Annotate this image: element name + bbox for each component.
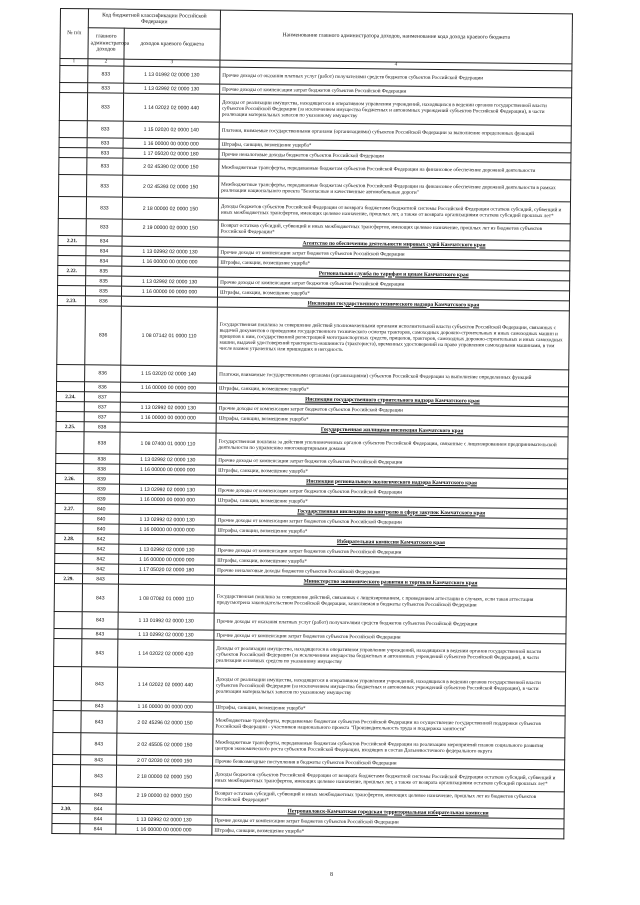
- income-code: 2 18 00000 02 0000 150: [122, 197, 218, 220]
- income-code: 1 17 05020 02 0000 180: [123, 148, 219, 159]
- income-code: 1 08 07082 01 0000 110: [118, 584, 214, 613]
- row-number: [55, 543, 83, 553]
- income-description: Государственная пошлина за совершение действий, связанных с лицензированием, с проведением аттестации в случаях, если такая аттестация предусмотрена законодательством Российской Федерации, зачисляемая в бюджеты субъектов Российской Федерации: [214, 585, 566, 617]
- section-title: Агентство по обеспечению деятельности мировых судей Камчатского края: [218, 237, 570, 251]
- admin-code: 837: [84, 402, 120, 412]
- column-index: 3: [124, 59, 220, 67]
- income-code: 1 16 00000 00 0000 000: [119, 494, 215, 505]
- section-title: Региональная служба по тарифам и ценам Камчатского края: [218, 267, 570, 281]
- admin-code: 833: [87, 93, 123, 121]
- admin-code: 844: [80, 814, 116, 824]
- income-code: 1 17 05020 02 0000 180: [119, 564, 215, 575]
- income-description: Возврат остатков субсидий, субвенций и иных межбюджетных трансфертов, имеющих целевое назначение, прошлых лет из бюджетов субъектов Российской Федерации*: [218, 220, 570, 241]
- admin-code: 840: [83, 514, 119, 524]
- income-code: 1 13 02992 02 0000 130: [118, 629, 214, 640]
- admin-code: 837: [84, 412, 120, 422]
- income-description: Государственная пошлина за действия уполномоченных органов субъектов Российской Федерации, связанные с лицензированием предпринимательской деятельности по управлению многоквартирными домами: [216, 433, 568, 459]
- income-description: Доходы бюджетов субъектов Российской Федерации от возврата бюджетами бюджетной системы Российской Федерации остатков субсидий, субвенций и иных межбюджетных трансфертов, имеющих целевое назначение, прошлых лет, а также от возврата организациями остатков субсидий прошлых лет*: [218, 198, 570, 224]
- admin-code: 838: [84, 432, 120, 454]
- section-title: Инспекция государственного технического надзора Камчатского края: [217, 297, 569, 311]
- section-title: Инспекция государственного строительного надзора Камчатского края: [216, 393, 568, 407]
- section-title: Государственная инспекция по контролю в сфере закупок Камчатского края: [215, 505, 567, 519]
- row-number: [53, 710, 81, 732]
- row-number: 2.23.: [57, 295, 85, 305]
- table-row: [57, 305, 570, 369]
- row-number: [55, 563, 83, 573]
- admin-code: 839: [83, 494, 119, 504]
- admin-code: 835: [86, 266, 122, 276]
- admin-code: 835: [85, 286, 121, 296]
- income-code: 1 16 00000 00 0000 000: [119, 524, 215, 535]
- income-code: 2 02 45505 02 0000 150: [117, 733, 213, 756]
- income-description: Штрафы, санкции, возмещение ущерба*: [212, 825, 564, 839]
- income-description: Штрафы, санкции, возмещение ущерба*: [219, 139, 571, 153]
- income-description: Доходы от реализации имущества, находящегося в оперативном управлении учреждений, находящихся в ведении органов государственной власти субъектов Российской Федерации (за исключением имущества бюджетных и автономных учреждений субъектов Российской Федерации), в части реализации материальных запасов по указанному имуществу: [213, 668, 565, 706]
- income-code: 1 13 02992 02 0000 130: [116, 814, 212, 825]
- section-title: Избирательная комиссия Камчатского края: [215, 535, 567, 549]
- admin-code: 834: [86, 236, 122, 246]
- admin-code: 843: [81, 733, 117, 755]
- income-code: 1 16 00000 00 0000 000: [122, 256, 218, 267]
- admin-code: 836: [85, 306, 122, 365]
- admin-code: 833: [86, 219, 122, 236]
- income-code: 2 19 00000 02 0000 150: [116, 787, 212, 805]
- income-description: Прочие неналоговые доходы бюджетов субъектов Российской Федерации: [219, 149, 571, 163]
- income-code: 1 16 00000 00 0000 000: [120, 382, 216, 393]
- income-description: Прочие доходы от компенсации затрат бюджетов субъектов Российской Федерации: [215, 485, 567, 499]
- admin-code: 834: [86, 256, 122, 266]
- income-description: Доходы от реализации имущества, находящегося в оперативном управлении учреждений, находящихся в ведении органов государственной власти субъектов Российской Федерации (за исключением имущества бюджетных и автономных учреждений субъектов Российской Федерации), в части реализации материальных запасов по указанному имуществу: [219, 94, 571, 126]
- income-description: Прочие безвозмездные поступления в бюджеты субъектов Российской Федерации: [213, 756, 565, 770]
- admin-code: 842: [83, 554, 119, 564]
- row-number: [59, 157, 87, 174]
- income-code: 1 13 02992 02 0000 130: [122, 276, 218, 287]
- row-number: [60, 66, 88, 83]
- income-code: 1 13 01992 02 0000 130: [124, 66, 220, 84]
- column-index: 4: [220, 60, 572, 71]
- row-number: [56, 463, 84, 473]
- admin-code: 833: [87, 138, 123, 148]
- row-number: 2.25.: [56, 421, 84, 431]
- income-description: Прочие доходы от компенсации затрат бюджетов субъектов Российской Федерации: [212, 815, 564, 829]
- admin-code: 836: [85, 365, 121, 382]
- row-number: [59, 174, 87, 196]
- admin-code: 838: [84, 422, 120, 432]
- income-code: 1 13 02992 02 0000 130: [124, 83, 220, 94]
- row-number: [53, 666, 81, 700]
- row-number: [58, 245, 86, 255]
- income-description: Прочие доходы от компенсации затрат бюджетов субъектов Российской Федерации: [218, 247, 570, 261]
- admin-code: 842: [83, 534, 119, 544]
- income-code: 1 15 02020 02 0000 140: [121, 365, 217, 383]
- income-code: 1 13 02992 02 0000 130: [119, 514, 215, 525]
- row-number: [56, 431, 84, 453]
- income-code: 1 16 00000 00 0000 000: [120, 412, 216, 423]
- income-code: 2 02 45393 02 0000 150: [123, 175, 219, 198]
- income-description: Межбюджетные трансферты, передаваемые бюджетам субъектов Российской Федерации на реализацию мероприятий планов социального развития центров экономического роста субъектов Российской Федерации, входящих в состав Дальневосточного федерального округа: [213, 734, 565, 760]
- row-number: [56, 411, 84, 421]
- row-number: [53, 700, 81, 710]
- admin-code: 843: [82, 574, 118, 584]
- income-description: Доходы бюджетов субъектов Российской Федерации от возврата бюджетами бюджетной системы Российской Федерации остатков субсидий, субвенций и иных межбюджетных трансфертов, имеющих целевое назначение, прошлых лет, а также от возврата организациями остатков субсидий прошлых лет*: [212, 766, 564, 792]
- income-description: Прочие неналоговые доходы бюджетов субъектов Российской Федерации: [215, 565, 567, 579]
- row-number: [58, 196, 86, 218]
- income-description: Прочие доходы от компенсации затрат бюджетов субъектов Российской Федерации: [215, 545, 567, 559]
- col-name-header: Наименование главного администратора доходов, наименование кода дохода краевого бюджета: [220, 10, 573, 64]
- admin-code: 843: [81, 701, 117, 711]
- admin-code: 843: [82, 629, 118, 639]
- row-number: [52, 823, 80, 833]
- page-number: 8: [330, 872, 333, 878]
- income-description: Прочие доходы от компенсации затрат бюджетов субъектов Российской Федерации: [218, 277, 570, 291]
- income-description: Государственная пошлина за совершение действий уполномоченными органами исполнительной власти субъектов Российской Федерации, связанных с выдачей документов о проведении государственного технического осмотра тракторов, самоходных дорожно-строительных и иных самоходных машин и прицепов к ним, государственной регистрацией мототранспортных средств, прицепов, тракторов, самоходных дорожно-строительных и иных самоходных машин, выдачей удостоверений тракториста-машиниста (тракториста), временных удостоверений на право управления самоходными машинами, в том числе взамен утраченных или пришедших в негодность: [217, 307, 570, 370]
- row-number: 2.29.: [54, 573, 82, 583]
- row-number: [54, 611, 82, 628]
- admin-code: 833: [86, 197, 122, 219]
- income-code: 1 13 02992 02 0000 130: [119, 544, 215, 555]
- admin-code: 833: [87, 158, 123, 175]
- row-number: [55, 523, 83, 533]
- table-body: [52, 66, 572, 839]
- row-number: [58, 275, 86, 285]
- income-description: Штрафы, санкции, возмещение ущерба*: [218, 257, 570, 271]
- row-number: [56, 453, 84, 463]
- income-description: Платежи, взимаемые государственными органами (организациями) субъектов Российской Федерации за выполнение определенных функций: [219, 122, 571, 143]
- row-number: [59, 147, 87, 157]
- col-admin-header: главного администратора доходов: [88, 28, 124, 59]
- income-code: 1 16 00000 00 0000 000: [121, 286, 217, 297]
- document-page: [51, 8, 572, 839]
- section-title: Государственная жилищная инспекция Камчатского края: [216, 423, 568, 437]
- section-title: Петропавловск-Камчатская городская территориальная избирательная комиссия: [212, 805, 564, 819]
- row-number: [55, 483, 83, 493]
- income-description: Штрафы, санкции, возмещение ущерба*: [215, 555, 567, 569]
- admin-code: 843: [82, 612, 118, 629]
- admin-code: 843: [81, 755, 117, 765]
- row-number: 2.22.: [58, 265, 86, 275]
- income-code: 1 13 02992 02 0000 130: [122, 246, 218, 257]
- income-code: 1 13 02992 02 0000 130: [120, 454, 216, 465]
- income-description: Прочие доходы от компенсации затрат бюджетов субъектов Российской Федерации: [215, 515, 567, 529]
- row-number: [57, 364, 85, 381]
- admin-code: 838: [84, 464, 120, 474]
- income-code: 2 07 02030 02 0000 150: [117, 755, 213, 766]
- admin-code: 843: [81, 711, 117, 733]
- row-number: [53, 754, 81, 764]
- income-description: Штрафы, санкции, возмещение ущерба*: [215, 495, 567, 509]
- income-description: Штрафы, санкции, возмещение ущерба*: [216, 383, 568, 397]
- row-number: [59, 120, 87, 137]
- row-number: [58, 218, 86, 235]
- row-number: [59, 93, 87, 121]
- admin-code: 837: [84, 392, 120, 402]
- row-number: [60, 83, 88, 93]
- income-description: Штрафы, санкции, возмещение ущерба*: [215, 525, 567, 539]
- admin-code: 840: [83, 524, 119, 534]
- admin-code: 843: [82, 584, 118, 612]
- column-index: 2: [88, 59, 124, 66]
- admin-code: 833: [87, 175, 123, 197]
- row-number: 2.27.: [55, 503, 83, 513]
- row-number: [54, 583, 82, 611]
- row-number: [55, 493, 83, 503]
- income-code: 2 02 45296 02 0000 150: [117, 711, 213, 734]
- income-code: 1 15 02020 02 0000 140: [123, 121, 219, 139]
- admin-code: 844: [80, 804, 116, 814]
- income-code: 2 19 00000 02 0000 150: [122, 219, 218, 237]
- row-number: [55, 513, 83, 523]
- row-number: 2.30.: [52, 803, 80, 813]
- row-number: [57, 285, 85, 295]
- income-description: Штрафы, санкции, возмещение ущерба*: [216, 413, 568, 427]
- bcc-group-header: Код бюджетной классификации Российской Федерации: [88, 9, 220, 29]
- admin-code: 842: [83, 544, 119, 554]
- income-description: Доходы от реализации имущества, находящегося в оперативном управлении учреждений, находящихся в ведении органов государственной власти субъектов Российской Федерации (за исключением имущества бюджетных и автономных учреждений субъектов Российской Федерации), в части реализации основных средств по указанному имуществу: [214, 640, 566, 672]
- table-header: [60, 9, 573, 71]
- row-number: [54, 628, 82, 638]
- admin-code: 838: [84, 454, 120, 464]
- income-description: Межбюджетные трансферты, передаваемые бюджетам субъектов Российской Федерации на финансовое обеспечение дорожной деятельности: [219, 159, 571, 180]
- section-title: Министерство экономического развития и торговли Камчатского края: [214, 575, 566, 589]
- column-index: 1: [60, 59, 88, 66]
- row-number: [53, 732, 81, 754]
- income-code: 1 14 02022 02 0000 440: [123, 93, 219, 122]
- row-number: [59, 137, 87, 147]
- income-description: Прочие доходы от компенсации затрат бюджетов субъектов Российской Федерации: [216, 403, 568, 417]
- row-number: [56, 401, 84, 411]
- income-code: 1 08 07142 01 0000 110: [121, 306, 218, 366]
- row-number: [52, 786, 80, 803]
- admin-code: 840: [83, 504, 119, 514]
- income-description: Прочие доходы от оказания платных услуг (работ) получателями средств бюджетов субъектов Российской Федерации: [214, 613, 566, 634]
- col-num-header: № п/п: [60, 9, 89, 59]
- admin-code: 844: [80, 824, 116, 834]
- row-number: [52, 764, 80, 786]
- admin-code: 842: [83, 564, 119, 574]
- admin-code: 843: [80, 765, 116, 787]
- income-code: 1 16 00000 00 0000 000: [116, 824, 212, 835]
- income-code: 1 16 00000 00 0000 000: [123, 138, 219, 149]
- row-number: [54, 638, 82, 666]
- admin-code: 836: [84, 382, 120, 392]
- row-number: [58, 255, 86, 265]
- admin-code: 833: [87, 148, 123, 158]
- row-number: 2.28.: [55, 533, 83, 543]
- admin-code: 833: [87, 121, 123, 138]
- income-description: Прочие доходы от компенсации затрат бюджетов субъектов Российской Федерации: [216, 455, 568, 469]
- table-row: [53, 666, 565, 705]
- income-description: Платежи, взимаемые государственными органами (организациями) субъектов Российской Федерации за выполнение определенных функций: [217, 366, 569, 387]
- income-description: Возврат остатков субсидий, субвенций и иных межбюджетных трансфертов, имеющих целевое назначение, прошлых лет из бюджетов субъектов Российской Федерации*: [212, 788, 564, 809]
- row-number: [56, 381, 84, 391]
- income-description: Штрафы, санкции, возмещение ущерба*: [213, 702, 565, 716]
- row-number: [55, 553, 83, 563]
- income-code: 1 14 02022 02 0000 440: [117, 667, 213, 702]
- income-description: Прочие доходы от компенсации затрат бюджетов субъектов Российской Федерации: [220, 84, 572, 98]
- admin-code: 839: [84, 474, 120, 484]
- admin-code: 834: [86, 246, 122, 256]
- row-number: [52, 813, 80, 823]
- income-code: 1 16 00000 00 0000 000: [119, 554, 215, 565]
- col-income-header: доходов краевого бюджета: [124, 28, 220, 60]
- income-description: Штрафы, санкции, возмещение ущерба*: [216, 465, 568, 479]
- income-code: 2 18 00000 02 0000 150: [116, 765, 212, 788]
- admin-code: 835: [86, 276, 122, 286]
- income-code: 2 02 45390 02 0000 150: [123, 158, 219, 176]
- income-code: 1 16 00000 00 0000 000: [117, 701, 213, 712]
- income-code: 1 14 02022 02 0000 410: [118, 639, 214, 668]
- income-code: 1 13 01992 02 0000 130: [118, 612, 214, 630]
- income-code: 1 13 02992 02 0000 130: [120, 402, 216, 413]
- income-code: 1 16 00000 00 0000 000: [120, 464, 216, 475]
- income-description: Прочие доходы от оказания платных услуг (работ) получателями средств бюджетов субъектов Российской Федерации: [220, 67, 572, 88]
- income-description: Межбюджетные трансферты, передаваемые бюджетам субъектов Российской Федерации на финансовое обеспечение дорожной деятельности в рамках реализации национального проекта "Безопасные и качественные автомобильные дороги": [219, 176, 571, 202]
- income-description: Межбюджетные трансферты, передаваемые бюджетам субъектов Российской Федерации на осуществление государственной поддержки субъектов Российской Федерации - участников национального проекта "Производительность труда и поддержка занятости": [213, 712, 565, 738]
- admin-code: 843: [80, 787, 116, 804]
- admin-code: 833: [88, 83, 124, 93]
- income-code: 1 13 02992 02 0000 130: [119, 484, 215, 495]
- row-number: 2.24.: [56, 391, 84, 401]
- section-title: Инспекция регионального экологического надзора Камчатского края: [216, 475, 568, 489]
- admin-code: 833: [88, 66, 124, 83]
- admin-code: 836: [85, 296, 121, 306]
- income-description: Прочие доходы от компенсации затрат бюджетов субъектов Российской Федерации: [214, 630, 566, 644]
- row-number: 2.21.: [58, 235, 86, 245]
- income-codes-table: [51, 8, 573, 839]
- income-description: Штрафы, санкции, возмещение ущерба*: [217, 287, 569, 301]
- income-code: 1 08 07400 01 0000 110: [120, 432, 216, 455]
- admin-code: 843: [82, 639, 118, 667]
- admin-code: 839: [83, 484, 119, 494]
- admin-code: 843: [81, 667, 117, 701]
- row-number: 2.26.: [56, 473, 84, 483]
- row-number: [57, 305, 86, 364]
